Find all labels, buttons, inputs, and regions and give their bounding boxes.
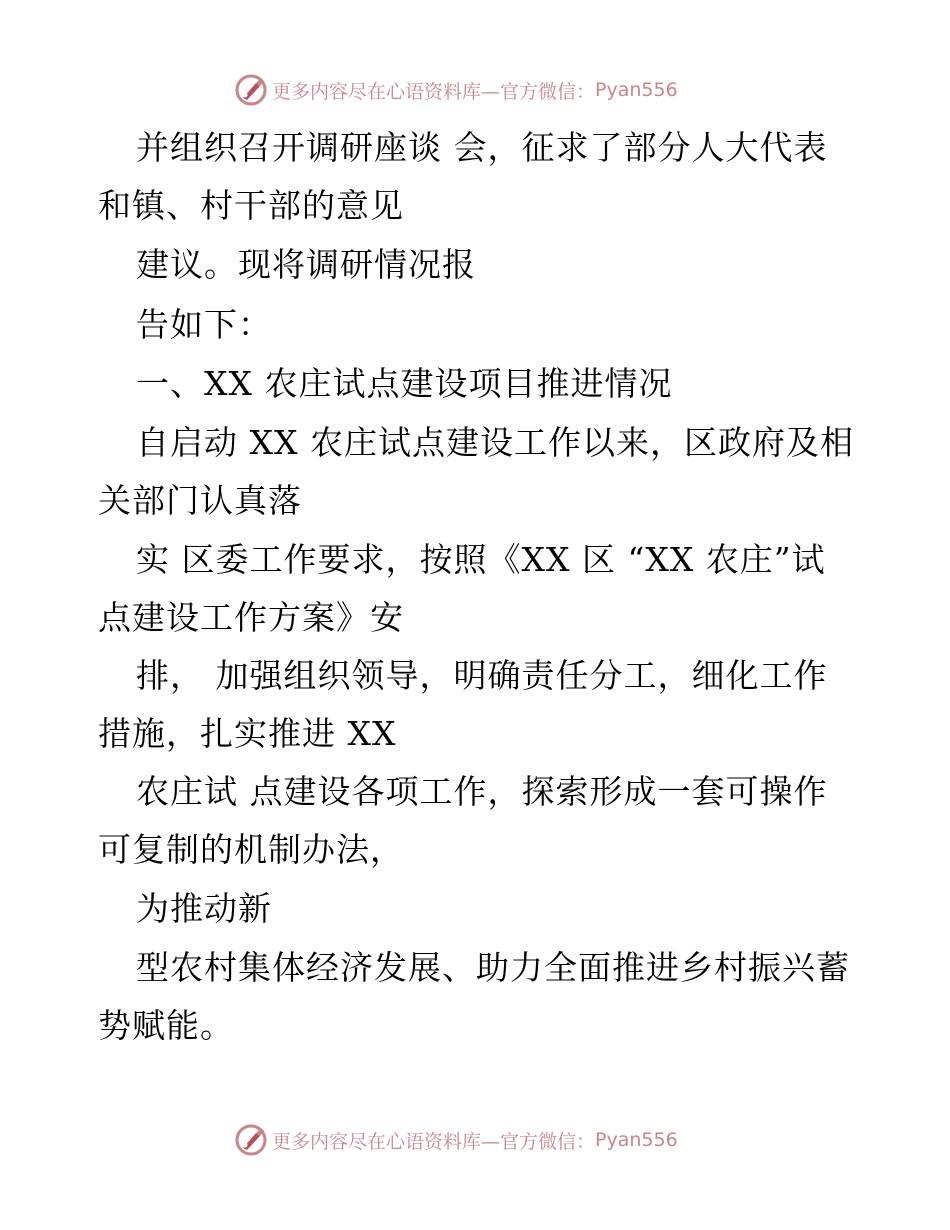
footer-banner: [234, 1122, 678, 1158]
body-line-10: 排， 加强组织领导，明确责任分工，细化工作: [136, 656, 828, 695]
body-line-13: 可复制的机制办法，: [98, 830, 404, 869]
body-line-11: 措施，扎实推进 XX: [98, 714, 397, 753]
body-line-15: 型农村集体经济发展、助力全面推进乡村振兴蓄: [136, 948, 850, 987]
body-line-1: 并组织召开调研座谈 会，征求了部分人大代表: [136, 128, 828, 167]
body-line-6: 自启动 XX 农庄试点建设工作以来，区政府及相: [136, 423, 854, 462]
body-line-12: 农庄试 点建设各项工作，探索形成一套可操作: [136, 772, 828, 811]
header-banner: [234, 72, 678, 108]
body-line-3: 建议。现将调研情况报: [136, 245, 476, 284]
banner-text: 更多内容尽在心语资料库—官方微信：: [272, 80, 596, 103]
logo-icon: [234, 1123, 268, 1157]
banner-wechat-id: Pyan556: [595, 1129, 678, 1151]
body-line-16: 势赋能。: [98, 1006, 234, 1045]
logo-icon: [234, 73, 268, 107]
banner-wechat-id: Pyan556: [595, 79, 678, 101]
body-line-7: 关部门认真落: [98, 481, 302, 520]
body-line-14: 为推动新: [136, 889, 272, 928]
banner-text: 更多内容尽在心语资料库—官方微信：: [272, 1130, 596, 1153]
body-line-9: 点建设工作方案》安: [98, 598, 404, 637]
body-line-2: 和镇、村干部的意见: [98, 186, 404, 225]
section-heading-1: 一、XX 农庄试点建设项目推进情况: [136, 364, 673, 403]
body-line-4: 告如下：: [136, 305, 272, 344]
body-line-8: 实 区委工作要求，按照《XX 区 “XX 农庄”试: [136, 540, 826, 579]
